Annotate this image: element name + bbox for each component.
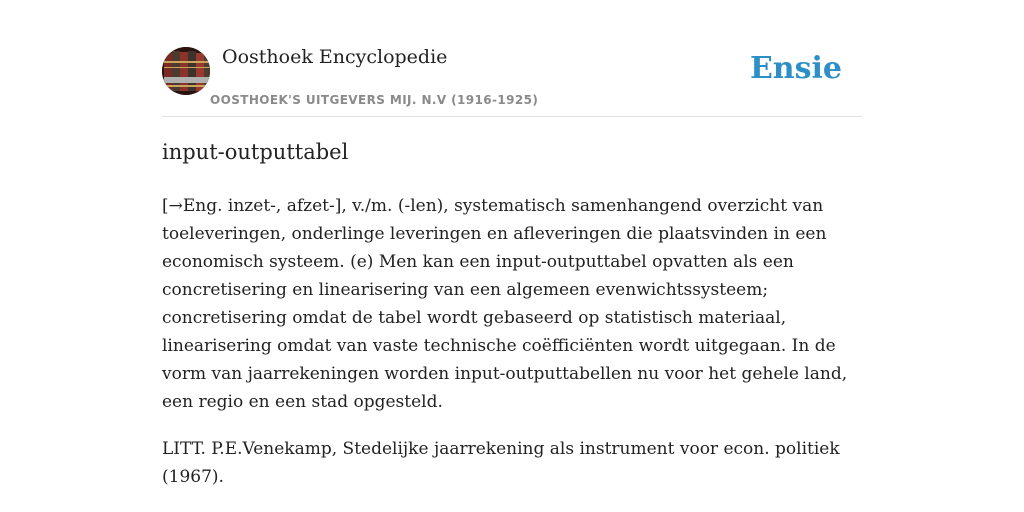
site-title[interactable]: Oosthoek Encyclopedie [222, 46, 448, 68]
site-header [162, 46, 862, 117]
entry-content [162, 192, 852, 510]
entry-paragraph-definition: [→Eng. inzet-, afzet-], v./m. (-len), systematisch samenhangend overzicht van toeleveringen, onderlinge leveringen en afleveringen die plaatsvinden in een economisch systeem. (e) Men kan een input-outputtabel opvatten als een concretisering en linearisering van een algemeen evenwichtssysteem; concretisering omdat de tabel wordt gebaseerd op statistisch materiaal, linearisering omdat van vaste technische coëfficiënten wordt uitgegaan. In de vorm van jaarrekeningen worden input-outputtabellen nu voor het gehele land, een regio en een stad opgesteld. [162, 196, 848, 412]
site-subtitle: OOSTHOEK'S UITGEVERS MIJ. N.V (1916-1925) [210, 93, 539, 107]
encyclopedia-books-icon[interactable] [162, 47, 210, 95]
entry-title: input-outputtabel [162, 140, 349, 164]
brand-logo-link[interactable]: Ensie [749, 51, 842, 86]
entry-paragraph-literature: LITT. P.E.Venekamp, Stedelijke jaarrekening als instrument voor econ. politiek (1967). [162, 439, 840, 487]
